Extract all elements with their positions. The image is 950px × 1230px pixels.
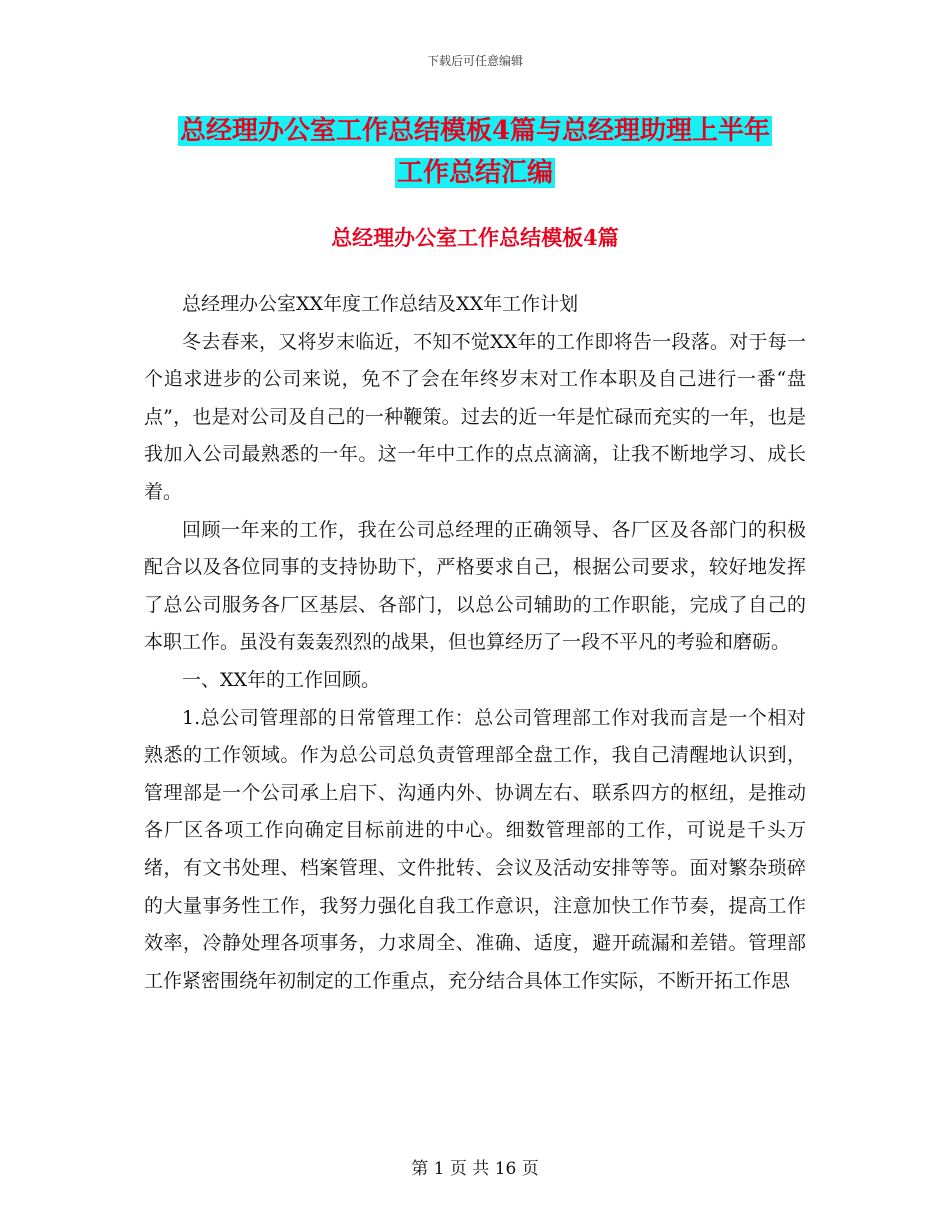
title-line-1: 总经理办公室工作总结模板4篇与总经理助理上半年 [179,116,771,146]
document-body [144,286,806,1000]
paragraph-subtitle: 总经理办公室XX年度工作总结及XX年工作计划 [182,293,579,315]
paragraph: 1.总公司管理部的日常管理工作：总公司管理部工作对我而言是一个相对熟悉的工作领域。作为总公司总负责管理部全盘工作，我自己清醒地认识到，管理部是一个公司承上启下、沟通内外、协调左右、联系四方的枢纽，是推动各厂区各项工作向确定目标前进的中心。细数管理部的工作，可说是千头万绪，有文书处理、档案管理、文件批转、会议及活动安排等等。面对繁杂琐碎的大量事务性工作，我努力强化自我工作意识，注意加快工作节奏，提高工作效率，冷静处理各项事务，力求周全、准确、适度，避开疏漏和差错。管理部工作紧密围绕年初制定的工作重点，充分结合具体工作实际，不断开拓工作思 [144,706,806,992]
section-title: 总经理办公室工作总结模板4篇 [331,225,619,250]
title-line-2: 工作总结汇编 [396,158,553,188]
header-note: 下载后可任意编辑 [426,54,523,68]
paragraph: 冬去春来，又将岁末临近，不知不觉XX年的工作即将告一段落。对于每一个追求进步的公司来说，免不了会在年终岁末对工作本职及自己进行一番“盘点”，也是对公司及自己的一种鞭策。过去的近一年是忙碌而充实的一年，也是我加入公司最熟悉的一年。这一年中工作的点点滴滴，让我不断地学习、成长着。 [144,330,806,503]
paragraph: 回顾一年来的工作，我在公司总经理的正确领导、各厂区及各部门的积极配合以及各位同事的支持协助下，严格要求自己，根据公司要求，较好地发挥了总公司服务各厂区基层、各部门，以总公司辅助的工作职能，完成了自己的本职工作。虽没有轰轰烈烈的战果，但也算经历了一段不平凡的考验和磨砺。 [144,518,806,654]
paragraph-heading: 一、XX年的工作回顾。 [182,668,381,691]
page-footer: 第 1 页 共 16 页 [411,1159,539,1179]
document-title [0,110,950,194]
